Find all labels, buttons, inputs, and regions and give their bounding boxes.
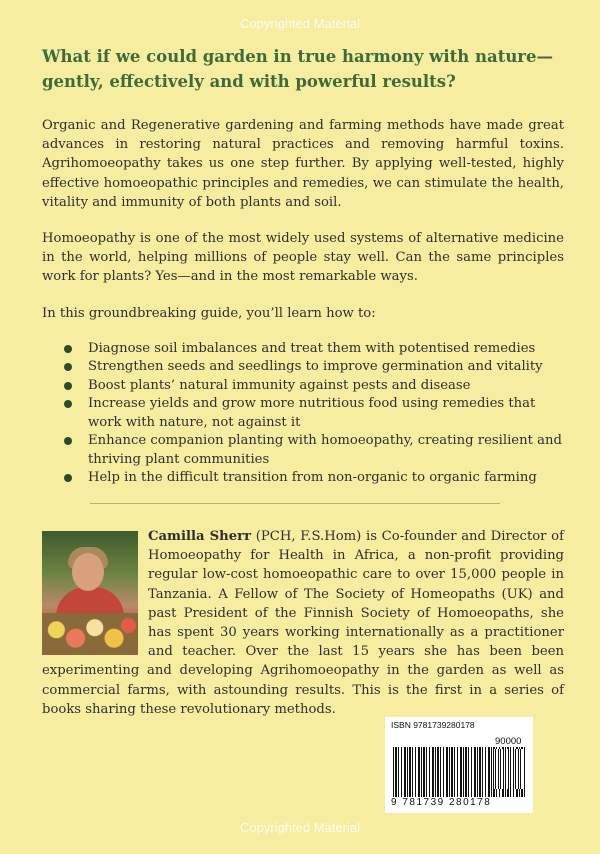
- bullet-icon: [64, 437, 72, 445]
- bullet-icon: [64, 363, 72, 371]
- author-bio-text: (PCH, F.S.Hom) is Co-founder and Director of Homoeopathy for Health in Africa, a non-profit providing regular low-cost homoeopathic care to over 15,000 people in Tanzania. A Fellow of The Society of Homeopaths (UK) and past President of the Finnish Society of Homoeopaths, she has spent 30 years working internationally as a practitioner and teacher. Over the last 15 years she has been been experimenting and developing Agrihomoeopathy in the garden as well as commercial farms, with astounding results. This is the first in a series of books sharing these revolutionary methods.: [42, 529, 564, 717]
- homoeopathy-paragraph: Homoeopathy is one of the most widely used systems of alternative medicine in the world, helping millions of people stay well. Can the same principles work for plants? Yes—and in the most remarkable ways.: [42, 231, 564, 285]
- guide-lead-in: In this groundbreaking guide, you’ll learn how to:: [42, 305, 376, 321]
- watermark-top: Copyrighted Material: [240, 16, 360, 31]
- list-item: Diagnose soil imbalances and treat them with potentised remedies: [64, 340, 564, 359]
- author-bio: [42, 527, 564, 719]
- author-name: Camilla Sherr: [148, 529, 252, 544]
- section-divider: [90, 503, 500, 504]
- list-item: Increase yields and grow more nutritious food using remedies that work with nature, not against it: [64, 395, 564, 432]
- watermark-bottom: Copyrighted Material: [240, 820, 360, 835]
- list-item: Boost plants’ natural immunity against pests and disease: [64, 377, 564, 396]
- flowers-image: [42, 613, 138, 655]
- benefits-list: [42, 340, 564, 488]
- list-item: Help in the difficult transition from non-organic to organic farming: [64, 469, 564, 488]
- isbn-digits: 9 781739 280178: [391, 797, 527, 808]
- author-photo: [42, 531, 138, 655]
- price-code: 90000: [495, 736, 522, 747]
- cover-text: [42, 44, 564, 488]
- bullet-icon: [64, 382, 72, 390]
- bullet-icon: [64, 345, 72, 353]
- price-barcode-bars: [493, 749, 523, 789]
- barcode: [385, 717, 533, 813]
- bullet-icon: [64, 400, 72, 408]
- intro-paragraph: Organic and Regenerative gardening and farming methods have made great advances in restoring natural practices and removing harmful toxins. Agrihomoeopathy takes us one step further. By applying well-tested, highly effective homoeopathic principles and remedies, we can stimulate the health, vitality and immunity of both plants and soil.: [42, 118, 564, 210]
- headline: What if we could garden in true harmony with nature—gently, effectively and with powerful results?: [42, 47, 554, 91]
- list-item: Strengthen seeds and seedlings to improve germination and vitality: [64, 358, 564, 377]
- isbn-label: ISBN 9781739280178: [391, 720, 475, 730]
- list-item: Enhance companion planting with homoeopathy, creating resilient and thriving plant communities: [64, 432, 564, 469]
- bullet-icon: [64, 474, 72, 482]
